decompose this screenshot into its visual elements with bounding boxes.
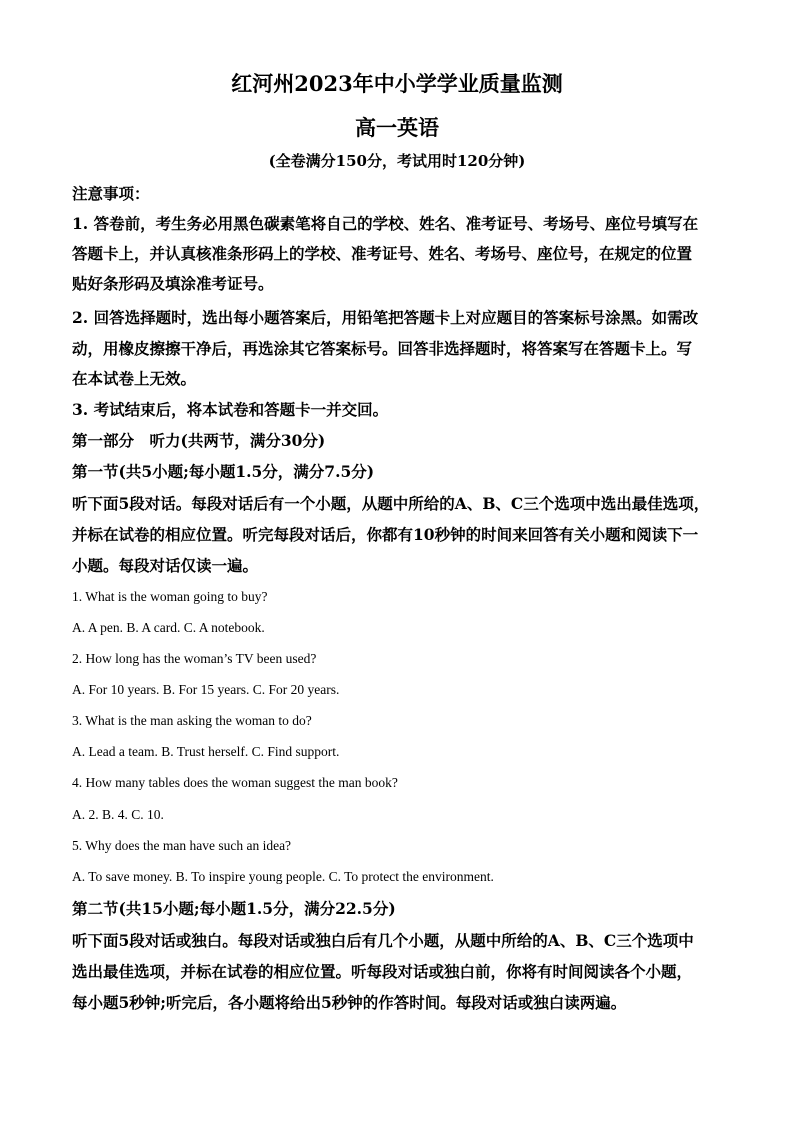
question-5: 5. Why does the man have such an idea?: [72, 838, 292, 853]
section1-direction-line-3: 小题。每段对话仅读一遍。: [72, 556, 259, 575]
instruction-3: 3. 考试结束后，将本试卷和答题卡一并交回。: [72, 400, 389, 419]
instruction-1-line-3: 贴好条形码及填涂准考证号。: [72, 274, 274, 293]
question-5-options: A. To save money. B. To inspire young people. C. To protect the environment.: [72, 869, 494, 884]
question-4: 4. How many tables does the woman suggest the man book?: [72, 775, 398, 790]
question-1-options: A. A pen. B. A card. C. A notebook.: [72, 620, 265, 635]
section2-heading: 第二节(共15小题;每小题1.5分，满分22.5分): [72, 899, 396, 918]
question-3-options: A. Lead a team. B. Trust herself. C. Find support.: [72, 744, 340, 759]
instruction-2-line-3: 在本试卷上无效。: [72, 369, 197, 388]
instruction-2-line-2: 动，用橡皮擦擦干净后，再选涂其它答案标号。回答非选择题时，将答案写在答题卡上。写: [72, 339, 693, 358]
instruction-1-line-1: 1. 答卷前，考生务必用黑色碳素笔将自己的学校、姓名、准考证号、考场号、座位号填写在: [72, 214, 699, 233]
section1-heading: 第一节(共5小题;每小题1.5分，满分7.5分): [72, 462, 375, 481]
section2-direction-line-1: 听下面5段对话或独白。每段对话或独白后有几个小题，从题中所给的A、B、C三个选项中: [72, 931, 694, 950]
section1-direction-line-2: 并标在试卷的相应位置。听完每段对话后，你都有10秒钟的时间来回答有关小题和阅读下一: [72, 525, 699, 544]
question-2-options: A. For 10 years. B. For 15 years. C. For 20 years.: [72, 682, 340, 697]
question-2: 2. How long has the woman’s TV been used?: [72, 651, 317, 666]
exam-title: 红河州2023年中小学学业质量监测: [231, 71, 563, 96]
question-4-options: A. 2. B. 4. C. 10.: [72, 807, 164, 822]
exam-score-note: (全卷满分150分，考试用时120分钟): [268, 152, 526, 170]
instructions-heading: 注意事项：: [72, 184, 150, 203]
section2-direction-line-2: 选出最佳选项，并标在试卷的相应位置。听每段对话或独白前，你将有时间阅读各个小题，: [72, 962, 693, 981]
question-3: 3. What is the man asking the woman to do?: [72, 713, 312, 728]
section2-direction-line-3: 每小题5秒钟;听完后，各小题将给出5秒钟的作答时间。每段对话或独白读两遍。: [72, 993, 627, 1012]
section1-direction-line-1: 听下面5段对话。每段对话后有一个小题，从题中所给的A、B、C三个选项中选出最佳选项，: [72, 494, 710, 513]
exam-subject: 高一英语: [355, 115, 439, 140]
question-1: 1. What is the woman going to buy?: [72, 589, 268, 604]
instruction-2-line-1: 2. 回答选择题时，选出每小题答案后，用铅笔把答题卡上对应题目的答案标号涂黑。如需改: [72, 308, 699, 327]
part1-heading: 第一部分 听力(共两节，满分30分): [72, 431, 326, 450]
instruction-1-line-2: 答题卡上，并认真核准条形码上的学校、准考证号、姓名、考场号、座位号，在规定的位置: [72, 244, 693, 263]
